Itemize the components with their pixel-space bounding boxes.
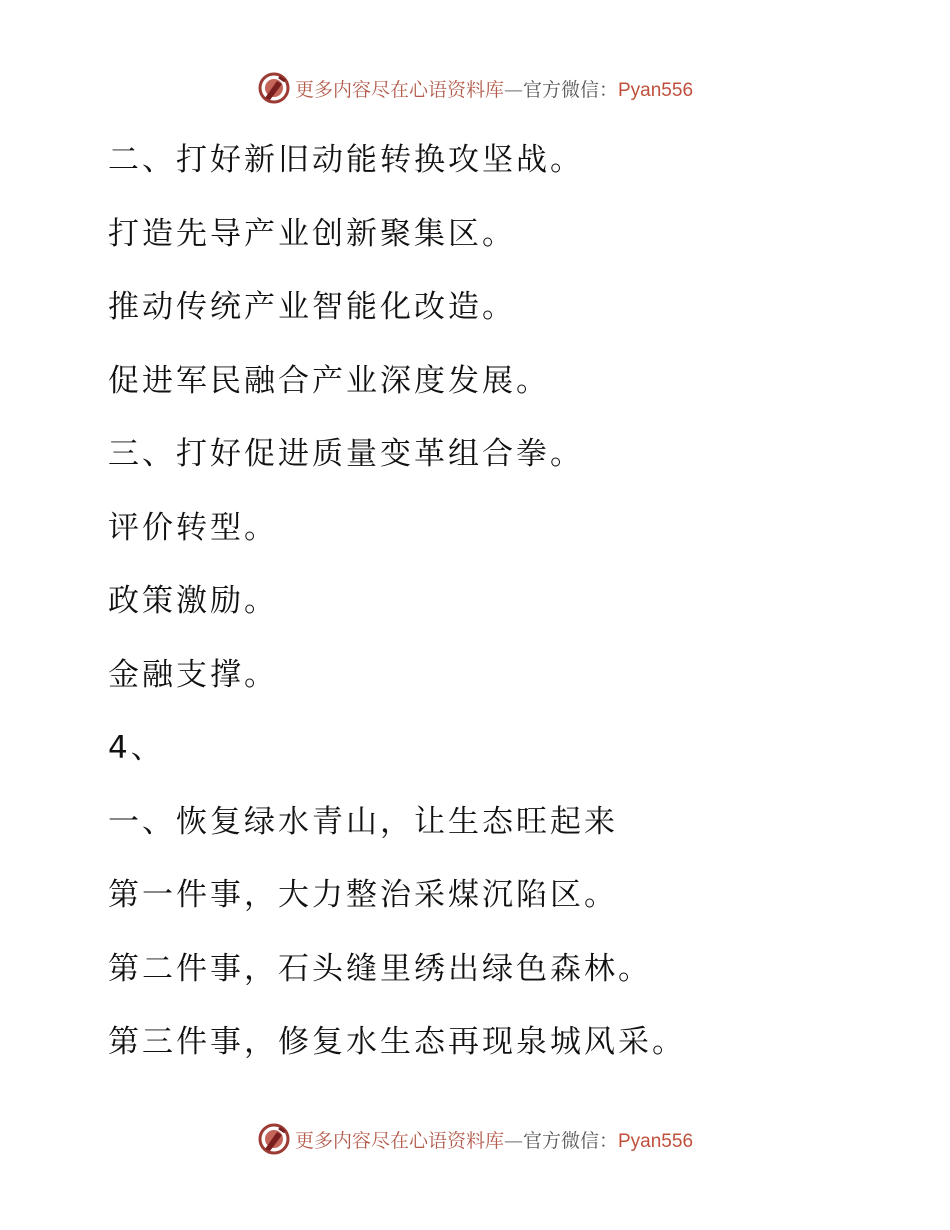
text-line: 金融支撑。 xyxy=(108,656,278,693)
pen-logo-icon xyxy=(257,1122,291,1156)
header-watermark xyxy=(0,70,950,106)
text-line: 政策激励。 xyxy=(108,583,278,620)
watermark-label: 官方微信： xyxy=(522,78,618,101)
text-line: 评价转型。 xyxy=(108,509,278,546)
watermark-dash: — xyxy=(503,78,523,101)
watermark-wechat-id: Pyan556 xyxy=(618,1130,694,1152)
text-line: 打造先导产业创新聚集区。 xyxy=(108,215,516,252)
watermark-text xyxy=(295,1126,693,1153)
text-line: 促进军民融合产业深度发展。 xyxy=(108,362,550,399)
text-line: 第一件事，大力整治采煤沉陷区。 xyxy=(108,877,618,914)
watermark-text xyxy=(295,75,693,102)
watermark-main: 更多内容尽在心语资料库 xyxy=(294,1129,504,1152)
text-line: 三、打好促进质量变革组合拳。 xyxy=(108,436,584,473)
text-line: 4、 xyxy=(108,730,165,767)
text-line: 第二件事，石头缝里绣出绿色森林。 xyxy=(108,950,652,987)
watermark-main: 更多内容尽在心语资料库 xyxy=(294,78,504,101)
text-line: 推动传统产业智能化改造。 xyxy=(108,289,516,326)
watermark-label: 官方微信： xyxy=(522,1129,618,1152)
footer-watermark xyxy=(0,1121,950,1157)
watermark-wechat-id: Pyan556 xyxy=(618,79,694,101)
text-line: 第三件事，修复水生态再现泉城风采。 xyxy=(108,1024,686,1061)
watermark-dash: — xyxy=(503,1129,523,1152)
document-body xyxy=(108,120,908,1076)
pen-logo-icon xyxy=(257,71,291,105)
text-line: 一、恢复绿水青山，让生态旺起来 xyxy=(108,803,618,840)
text-line: 二、打好新旧动能转换攻坚战。 xyxy=(108,142,584,179)
